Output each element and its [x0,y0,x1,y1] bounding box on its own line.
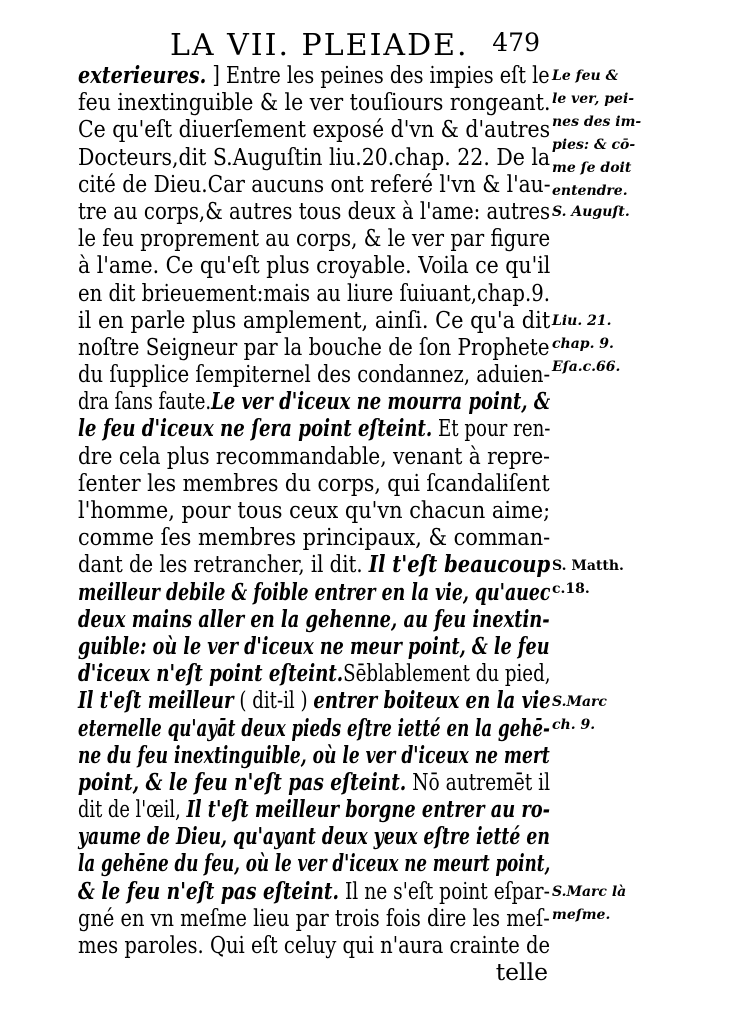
margin-note-line: Le feu & [552,68,619,84]
margin-note [552,65,672,203]
italic-text-segment: exterieures. [78,61,207,89]
text-line [78,822,550,851]
text-line [78,550,551,579]
text-segment: Ce qu'eſt diuerſement exposé d'vn & d'autres [78,115,551,144]
margin-note-line: c.18. [552,580,590,597]
text-line [78,713,550,742]
text-segment: dre cela plus recommandable, venant à repre- [78,441,550,470]
text-line [78,224,551,253]
margin-note [552,691,672,737]
text-segment: dant de les retrancher, il dit. [78,550,369,579]
italic-text-segment: & le feu n'eſt pas eſteint. [78,876,340,905]
margin-note-line: Liu. 21. [552,312,612,329]
text-line [78,876,550,905]
text-segment: tre au corps,& autres tous deux à l'ame: autres [78,196,551,225]
text-line [78,196,551,225]
margin-note [552,555,672,601]
italic-text-segment: la gehēne du feu, où le ver d'iceux ne meurt point, [78,849,551,878]
text-line [78,305,551,334]
text-segment: dra ſans faute. [78,387,212,416]
text-line [78,278,551,307]
italic-text-segment: yaume de Dieu, qu'ayant deux yeux eſtre ietté en [78,822,550,851]
italic-text-segment: le feu d'iceux ne ſera point eſteint. [78,414,433,443]
margin-note-line: S. Matth. [552,557,624,574]
text-segment: le feu proprement au corps, & le ver par figure [78,224,551,253]
margin-note-line: meſme. [552,907,611,923]
text-line [78,631,550,660]
text-line [78,360,551,389]
text-line [78,659,551,688]
italic-text-segment: guible: où le ver d'iceux ne meur point, & le feu [78,631,550,660]
margin-note-line: entendre. [552,183,628,199]
margin-note-line: chap. 9. [552,335,614,352]
text-segment: gné en vn meſme lieu par trois fois dire les meſ- [78,903,550,932]
text-segment: en dit brieuement:mais au liure ſuiuant,chap.9. [78,278,551,307]
text-line [78,441,550,470]
text-segment: ] Entre les peines des impies eſt le [206,61,550,89]
text-line [78,740,550,769]
page-number: 479 [492,28,540,57]
italic-text-segment: deux mains aller en la gehenne, au feu inextin- [78,604,550,633]
text-line [78,849,551,878]
text-line [78,387,551,416]
text-line [78,332,550,361]
margin-note-line: pies: & cō- [552,137,636,153]
main-text-column [78,61,551,987]
text-segment: noſtre Seigneur par la bouche de ſon Prophete [78,332,550,361]
text-segment: du ſupplice ſempiternel des condannez, aduien- [78,360,551,389]
text-line [78,468,550,497]
text-line [78,251,551,280]
text-line [78,577,551,606]
text-line [78,115,551,144]
text-line [78,604,550,633]
italic-text-segment: meilleur debile & foible entrer en la vie, qu'auec [78,577,551,606]
italic-text-segment: ne du feu inextinguible, où le ver d'iceux ne mert [78,740,550,769]
text-segment: dit de l'œil, [78,795,187,824]
italic-text-segment: Il t'eſt meilleur [78,686,234,715]
margin-note [552,201,672,224]
text-line [78,61,550,89]
running-head: LA VII. PLEIADE. [170,28,469,63]
italic-text-segment: eternelle qu'ayāt deux pieds eſtre ietté en la gehē- [78,713,550,742]
text-line [78,142,551,171]
text-segment: Il ne s'eſt point eſpar- [339,876,550,905]
text-line [78,686,551,715]
margin-note-line: S. Auguſt. [552,204,630,220]
italic-text-segment: Le ver d'iceux ne mourra point, & [211,387,551,416]
margin-note-line: S.Marc là [552,884,627,900]
margin-note [552,310,672,379]
margin-note-line: le ver, pei- [552,91,635,107]
text-segment: feu inextinguible & le ver touſiours rongeant. [78,88,551,117]
text-segment: à l'ame. Ce qu'eſt plus croyable. Voila ce qu'il [78,251,551,280]
text-segment: l'homme, pour tous ceux qu'vn chacun aime; [78,496,551,524]
text-line [78,496,551,524]
margin-note-line: me ſe doit [552,160,632,176]
text-line [78,795,551,824]
text-segment: Sēblablement du pied, [343,659,551,688]
margin-note-line: S.Marc [552,693,607,710]
text-segment: cité de Dieu.Car aucuns ont referé l'vn & l'au- [78,169,551,198]
catchword: telle [495,958,548,987]
margin-note-line: ch. 9. [552,716,596,733]
text-line [78,767,551,796]
page-header [150,28,540,62]
margin-note-line: Eſa.c.66. [552,358,621,375]
italic-text-segment: d'iceux n'eſt point eſteint. [78,659,344,688]
text-segment: mes paroles. Qui eſt celuy qui n'aura crainte de [78,931,551,959]
text-segment: Docteurs,dit S.Auguſtin liu.20.chap. 22. De la [78,142,551,171]
text-segment: il en parle plus amplement, ainſi. Ce qu'a dit [78,305,551,334]
margin-note [552,881,672,927]
text-segment: Nō autremēt il [406,767,551,796]
italic-text-segment: Il t'eſt meilleur borgne entrer au ro- [186,795,551,824]
text-line [78,88,551,117]
text-segment: Et pour ren- [432,414,551,443]
italic-text-segment: Il t'eſt beaucoup [368,550,551,579]
margin-note-line: nes des im- [552,114,642,130]
text-line [78,523,551,552]
italic-text-segment: entrer boiteux en la vie [313,686,551,715]
text-line [78,414,551,443]
italic-text-segment: point, & le feu n'eſt pas eſteint. [78,767,407,796]
text-line [78,903,550,932]
text-line [78,931,551,959]
text-segment: ſenter les membres du corps, qui ſcandaliſent [78,468,550,497]
text-line [78,169,551,198]
text-segment: comme ſes membres principaux, & comman- [78,523,551,552]
text-segment: ( dit-il ) [233,686,314,715]
